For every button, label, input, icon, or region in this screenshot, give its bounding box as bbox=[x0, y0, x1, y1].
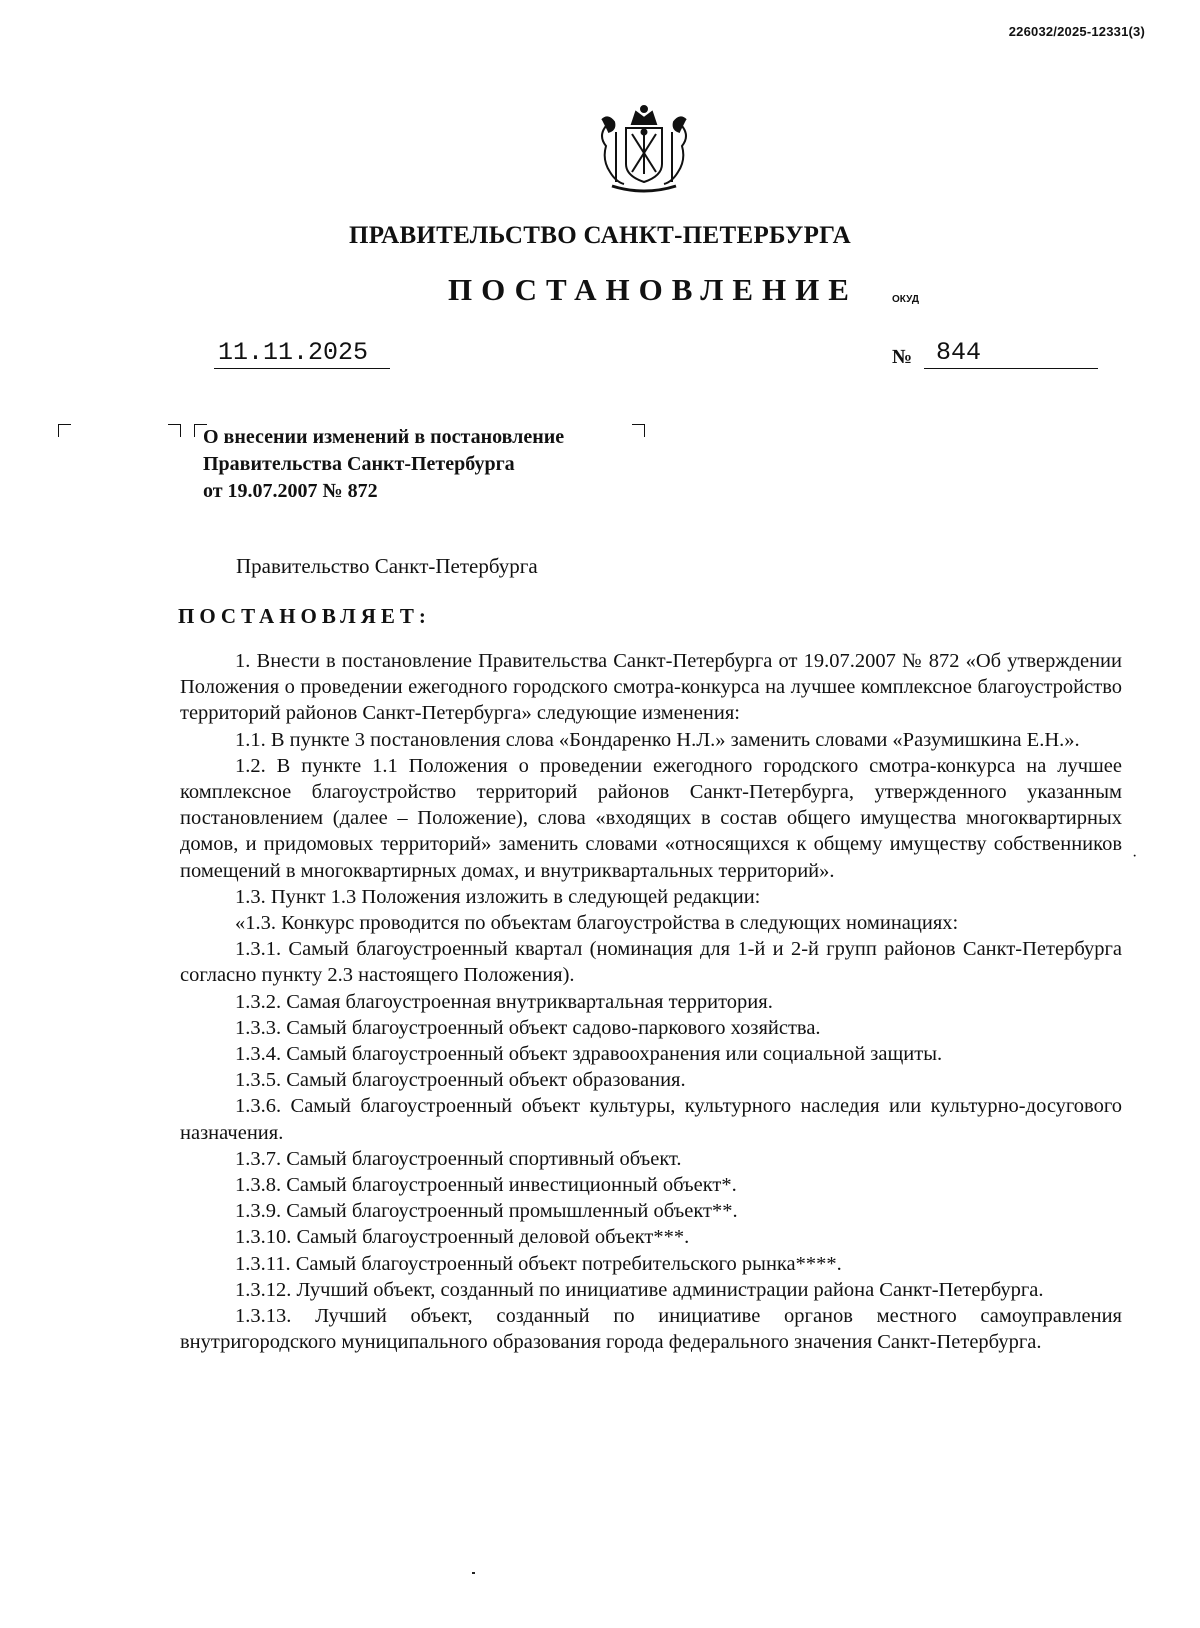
decides-heading: ПОСТАНОВЛЯЕТ: bbox=[178, 604, 431, 628]
body-paragraph: 1.3.11. Самый благоустроенный объект потребительского рынка****. bbox=[235, 1252, 842, 1275]
body-paragraph: 1.3.12. Лучший объект, созданный по инициативе администрации района Санкт-Петербурга. bbox=[235, 1278, 1044, 1301]
subject-line: О внесении изменений в постановление bbox=[203, 426, 565, 448]
body-paragraph: 1.2. В пункте 1.1 Положения о проведении ежегодного городского смотра-конкурса на лучшее комплексное благоустройство территорий районов Санкт-Петербурга, утвержденного указанным постановлением (далее – Положение), слова «входящих в состав общего имущества многоквартирных домов, и придомовых территорий» заменить словами «относящихся к общему имуществу собственников помещений в многоквартирных домах, и внутриквартальных территорий». bbox=[180, 754, 1122, 882]
number-sign-label: № bbox=[892, 346, 913, 368]
body-paragraph: 1.3.6. Самый благоустроенный объект культуры, культурного наследия или культурно-досугового назначения. bbox=[180, 1095, 1122, 1144]
body-paragraph: 1.3.9. Самый благоустроенный промышленный объект**. bbox=[235, 1200, 738, 1223]
document-subject bbox=[203, 424, 564, 505]
document-type-title: ПОСТАНОВЛЕНИЕ bbox=[448, 272, 858, 307]
body-paragraph: 1. Внести в постановление Правительства Санкт-Петербурга от 19.07.2007 № 872 «Об утверждении Положения о проведении ежегодного городского смотра-конкурса на лучшее комплексное благоустройство территорий районов Санкт-Петербурга» следующие изменения: bbox=[180, 650, 1122, 725]
body-paragraph: 1.3.13. Лучший объект, созданный по инициативе органов местного самоуправления внутригородского муниципального образования города федерального значения Санкт-Петербурга. bbox=[180, 1305, 1122, 1354]
document-registration-id: 226032/2025-12331(3) bbox=[1008, 24, 1145, 39]
scan-speck bbox=[472, 1572, 475, 1574]
body-paragraph: 1.3.10. Самый благоустроенный деловой объект***. bbox=[235, 1226, 690, 1249]
subject-line: от 19.07.2007 № 872 bbox=[203, 480, 378, 502]
government-name: ПРАВИТЕЛЬСТВО САНКТ-ПЕТЕРБУРГА bbox=[348, 222, 852, 249]
body-paragraph: 1.3.4. Самый благоустроенный объект здравоохранения или социальной защиты. bbox=[235, 1043, 943, 1066]
bracket-corner-mark bbox=[58, 424, 71, 437]
body-paragraph: 1.3.7. Самый благоустроенный спортивный объект. bbox=[235, 1147, 682, 1170]
okud-label: ОКУД bbox=[892, 294, 919, 305]
body-paragraph: 1.3.1. Самый благоустроенный квартал (номинация для 1-й и 2-й групп районов Санкт-Петербурга согласно пункту 2.3 настоящего Положения). bbox=[180, 938, 1122, 987]
document-date: 11.11.2025 bbox=[214, 338, 390, 369]
subject-line: Правительства Санкт-Петербурга bbox=[203, 453, 515, 475]
saint-petersburg-coat-of-arms-icon bbox=[592, 102, 696, 196]
bracket-corner-mark bbox=[632, 424, 645, 437]
document-number: 844 bbox=[924, 338, 1098, 369]
document-body bbox=[180, 648, 1122, 1355]
body-paragraph: 1.3.2. Самая благоустроенная внутриквартальная территория. bbox=[235, 990, 773, 1013]
body-paragraph: 1.3.3. Самый благоустроенный объект садово-паркового хозяйства. bbox=[235, 1016, 821, 1039]
preamble: Правительство Санкт-Петербурга bbox=[236, 554, 538, 578]
body-paragraph: 1.1. В пункте 3 постановления слова «Бондаренко Н.Л.» заменить словами «Разумишкина Е.Н.». bbox=[235, 728, 1080, 751]
margin-mark: · bbox=[1132, 848, 1138, 865]
bracket-corner-mark bbox=[168, 424, 181, 437]
body-paragraph: 1.3.8. Самый благоустроенный инвестиционный объект*. bbox=[235, 1174, 737, 1197]
body-paragraph: 1.3.5. Самый благоустроенный объект образования. bbox=[235, 1069, 686, 1092]
body-paragraph: «1.3. Конкурс проводится по объектам благоустройства в следующих номинациях: bbox=[235, 912, 959, 935]
body-paragraph: 1.3. Пункт 1.3 Положения изложить в следующей редакции: bbox=[235, 885, 761, 908]
